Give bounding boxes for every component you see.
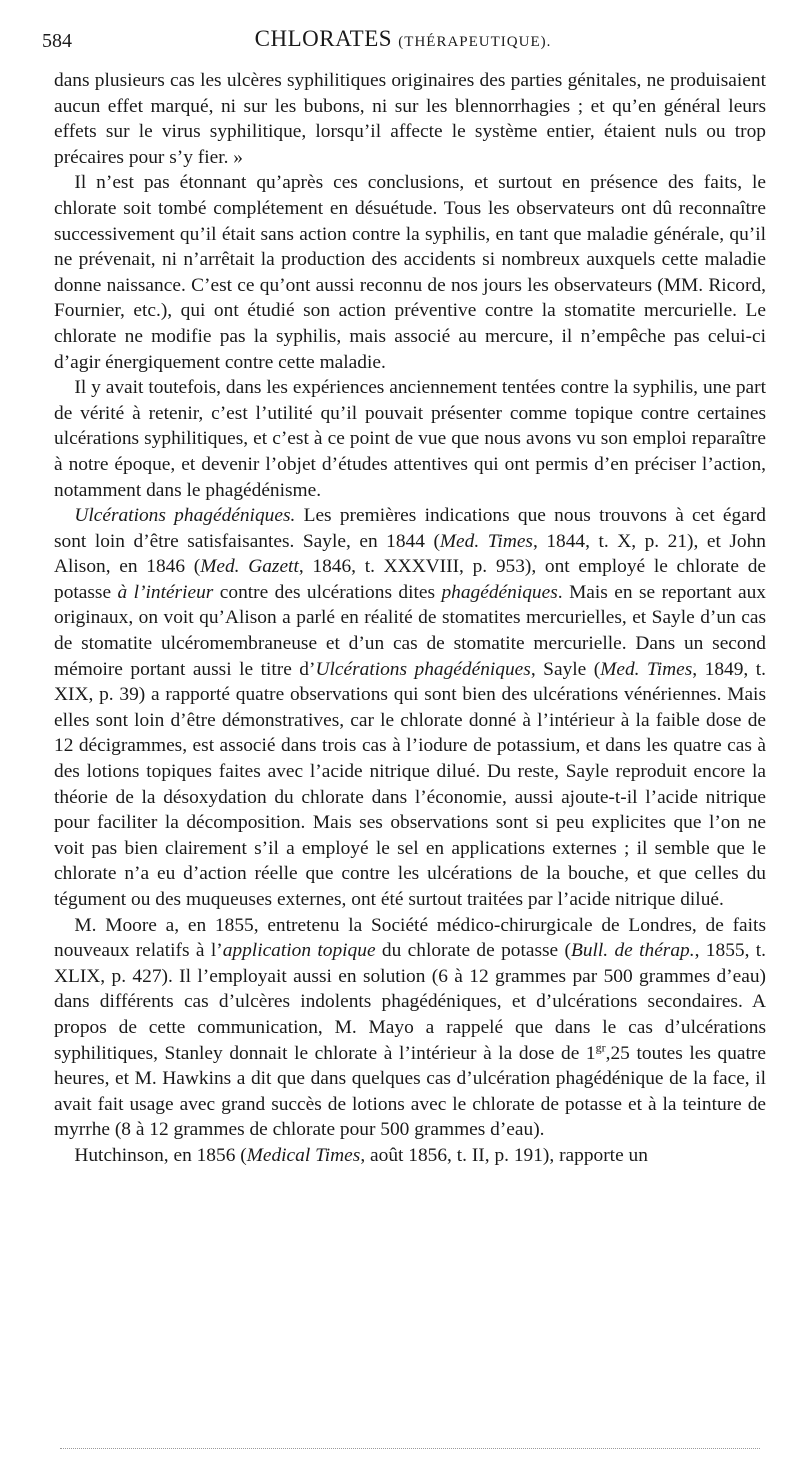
italic-run: phagédéniques xyxy=(441,581,558,603)
running-title-main: CHLORATES xyxy=(254,26,393,51)
text-run: , 1849, t. XIX, p. 39) a rapporté quatre observations qui sont bien des ulcérations vénériennes. Mais elles sont loin d’être démonstratives, car le chlorate donné à l’intérieur à la faible dose de 12 décigrammes, est associé dans trois cas à l’iodure de potassium, et dans les quatre cas à des lotions topiques faites avec l’acide nitrique dilué. Du reste, Sayle reproduit encore la théorie de la désoxydation du chlorate dans l’économie, aussi ajoute-t-il l’acide nitrique pour faciliter la décomposition. Mais ses observations sont si peu explicites que l’on ne voit pas bien clairement s’il a employé le sel en applications externes ; il semble que le chlorate n’a eu d’action réelle que contre les ulcérations de la bouche, et que celles du tégument ou des muqueuses externes, ont été surtout traitées par l’acide nitrique dilué. xyxy=(54,658,766,910)
body-text xyxy=(54,68,766,1169)
text-run: dans plusieurs cas les ulcères syphilitiques originaires des parties génitales, ne produisaient aucun effet marqué, ni sur les bubons, ni sur les blennorrhagies ; et qu’en général leurs effets sur le virus syphilitique, lorsqu’il affecte le système entier, étaient nuls ou trop précaires pour s’y fier. » xyxy=(54,70,766,168)
text-run: M. Moore a, en 1855, entretenu la Société médico-chirurgicale de Londres, de faits nouveaux relatifs à l’ xyxy=(54,914,766,962)
text-run: . Mais en se reportant aux originaux, on voit qu’Alison a parlé en réalité de stomatites mercurielles, et Sayle d’un cas de stomatite ulcéromembraneuse et d’un cas de stomatite mercurielle. Dans un second mémoire portant aussi le titre d’ xyxy=(54,581,766,680)
italic-run: application topique xyxy=(222,940,376,962)
running-title-subtitle: (THÉRAPEUTIQUE). xyxy=(398,34,552,50)
footer-bleed-through xyxy=(60,1448,760,1449)
text-run: , 1855, t. XLIX, p. 427). Il l’employait aussi en solution (6 à 12 grammes par 500 grammes d’eau) dans différents cas d’ulcères indolents phagédéniques, et d’ulcérations secondaires. A propos de cette communication, M. Mayo a rappelé que dans le cas d’ulcérations syphilitiques, Stanley donnait le chlorate à l’intérieur à la dose de 1 xyxy=(54,940,767,1064)
text-run: du chlorate de potasse ( xyxy=(375,940,571,962)
paragraph xyxy=(54,913,766,1143)
page-number: 584 xyxy=(42,30,72,52)
text-run: Les premières indications que nous trouvons à cet égard sont loin d’être satisfaisantes. Sayle, en 1844 ( xyxy=(54,505,766,552)
paragraph xyxy=(54,170,766,375)
text-run: Il y avait toutefois, dans les expériences anciennement tentées contre la syphilis, une part de vérité à retenir, c’est l’utilité qu’il pouvait présenter comme topique contre certaines ulcérations syphilitiques, et c’est à ce point de vue que nous avons vu son emploi reparaître à notre époque, et devenir l’objet d’études attentives qui ont permis d’en préciser l’action, notamment dans le phagédénisme. xyxy=(54,377,766,501)
italic-run: Med. Times xyxy=(600,658,693,680)
paragraph xyxy=(54,68,766,170)
text-run: , août 1856, t. II, p. 191), rapporte un xyxy=(360,1144,648,1166)
paragraph xyxy=(54,503,766,913)
italic-run: à l’intérieur xyxy=(117,581,214,603)
running-header xyxy=(42,26,764,60)
text-run: Hutchinson, en 1856 ( xyxy=(74,1144,247,1166)
italic-run: Bull. de thérap. xyxy=(570,940,695,962)
text-run: contre des ulcérations dites xyxy=(213,581,442,603)
text-run: Il n’est pas étonnant qu’après ces conclusions, et surtout en présence des faits, le chlorate soit tombé complétement en désuétude. Tous les observateurs ont dû reconnaître successivement qu’il était sans action contre la syphilis, en tant que maladie générale, qu’il ne prévenait, ni n’arrêtait la production des accidents si nombreux auxquels cette maladie donne naissance. C’est ce qu’ont aussi reconnu de nos jours les observateurs (MM. Ricord, Fournier, etc.), qui ont étudié son action préventive contre la stomatite mercurielle. Le chlorate ne modifie pas la syphilis, mais associé au mercure, il n’empêche pas celui-ci d’agir énergiquement contre cette maladie. xyxy=(54,172,766,373)
text-run: , 1846, t. XXXVIII, p. 953), ont employé le chlorate de potasse xyxy=(54,556,766,603)
italic-run: Med. Times xyxy=(439,530,533,552)
running-title xyxy=(42,26,764,52)
text-run: , Sayle ( xyxy=(530,658,601,680)
text-run: ,25 toutes les quatre heures, et M. Hawkins a dit que dans quelques cas d’ulcération phagédénique de la face, il avait fait usage avec grand succès de lotions avec le chlorate de potasse et à la teinture de myrrhe (8 à 12 grammes de chlorate pour 500 grammes d’eau). xyxy=(54,1042,766,1141)
italic-run: Med. Gazett xyxy=(200,556,299,578)
italic-run: Ulcérations phagédéniques. xyxy=(74,505,296,527)
paragraph xyxy=(54,1143,766,1169)
text-run: , 1844, t. X, p. 21), et John Alison, en 1846 ( xyxy=(54,530,766,578)
paragraph xyxy=(54,375,766,503)
italic-run: Medical Times xyxy=(246,1144,361,1166)
superscript-run: gr xyxy=(595,1040,606,1055)
italic-run: Ulcérations phagédéniques xyxy=(315,658,531,680)
